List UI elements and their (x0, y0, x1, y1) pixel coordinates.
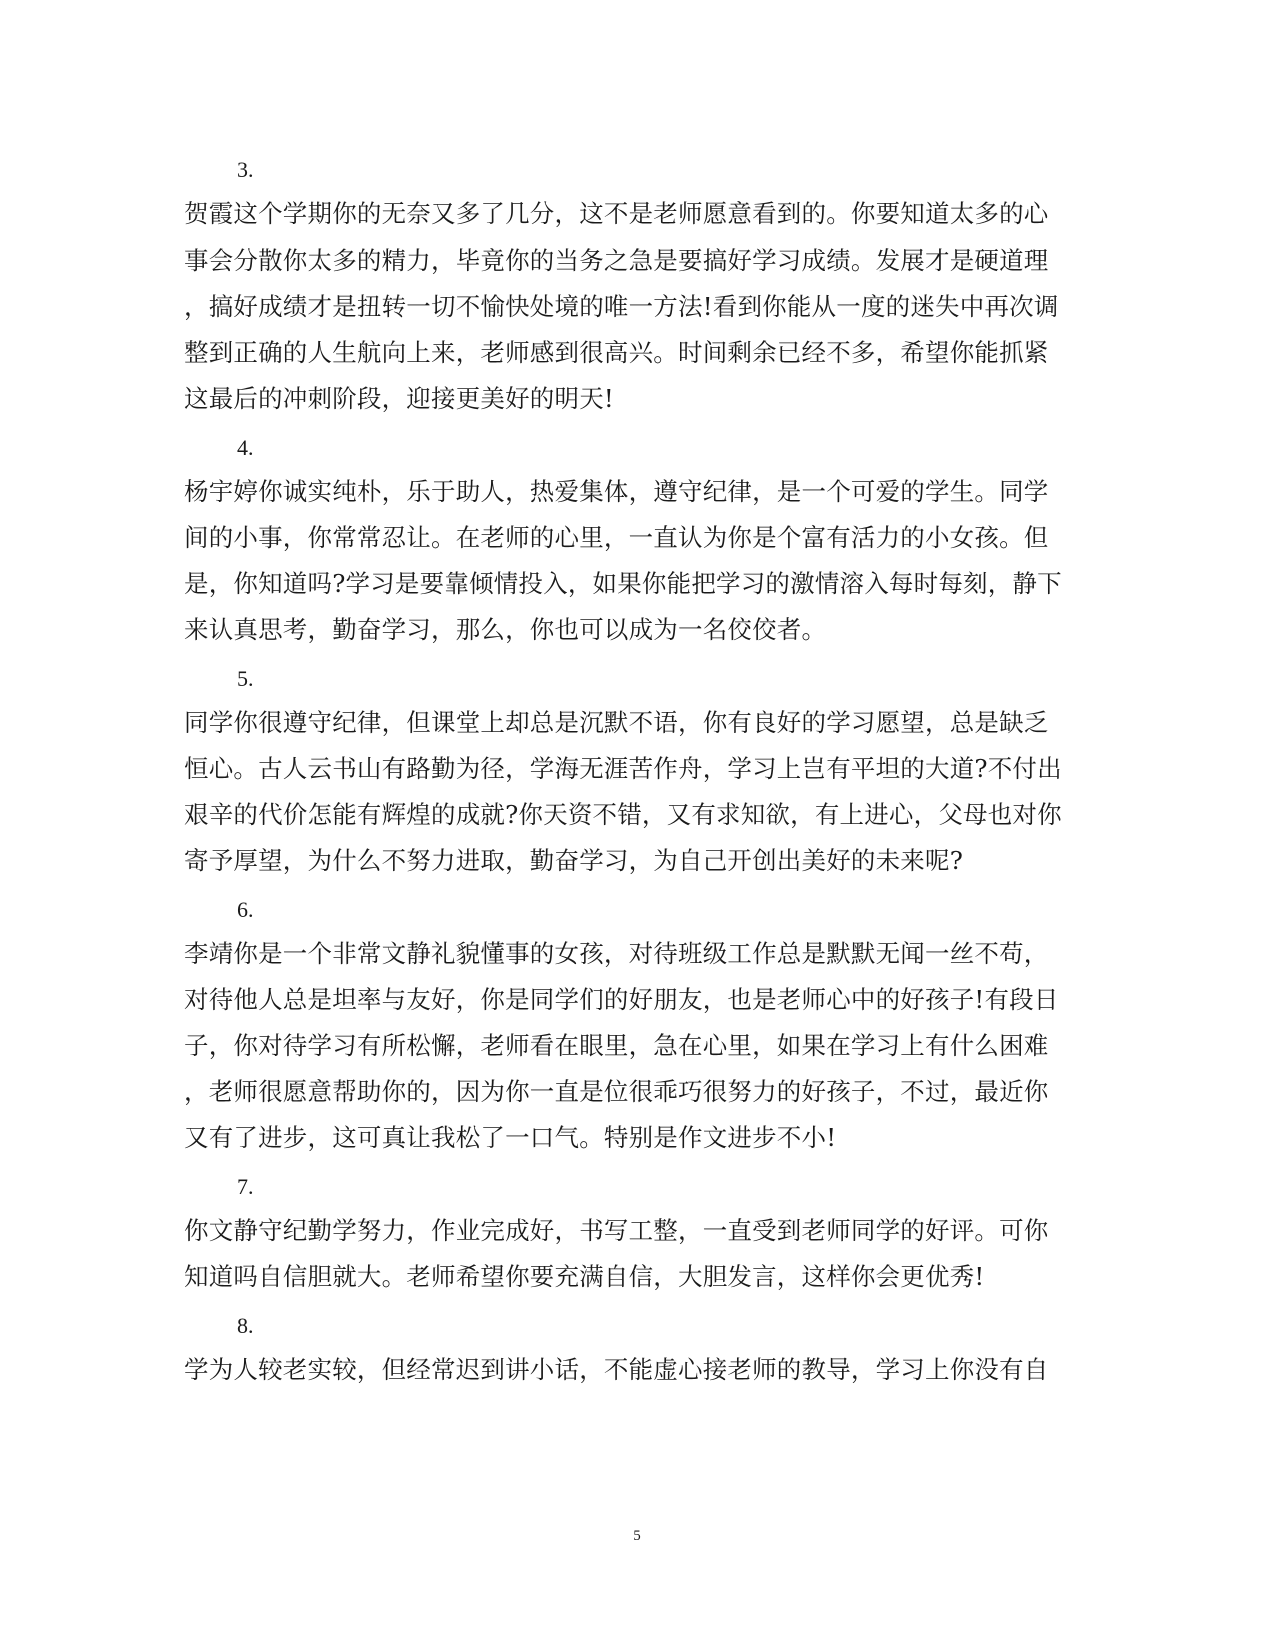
entry-number: 6. (237, 897, 254, 922)
entry-number: 4. (237, 435, 254, 460)
text-line: 艰辛的代价怎能有辉煌的成就?你天资不错，又有求知欲，有上进心，父母也对你 (184, 800, 1062, 829)
text-line: ，老师很愿意帮助你的，因为你一直是位很乖巧很努力的好孩子，不过，最近你 (184, 1077, 1049, 1106)
entry-number: 3. (237, 157, 254, 182)
text-line: 寄予厚望，为什么不努力进取，勤奋学习，为自己开创出美好的未来呢? (184, 846, 964, 875)
text-line: 学为人较老实较，但经常迟到讲小话，不能虚心接老师的教导，学习上你没有自 (184, 1355, 1049, 1384)
text-line: 同学你很遵守纪律，但课堂上却总是沉默不语，你有良好的学习愿望，总是缺乏 (184, 708, 1049, 737)
text-line: 杨宇婷你诚实纯朴，乐于助人，热爱集体，遵守纪律，是一个可爱的学生。同学 (184, 477, 1049, 506)
text-line: ，搞好成绩才是扭转一切不愉快处境的唯一方法!看到你能从一度的迷失中再次调 (184, 292, 1059, 321)
text-line: 恒心。古人云书山有路勤为径，学海无涯苦作舟，学习上岂有平坦的大道?不付出 (184, 754, 1062, 783)
text-line: 对待他人总是坦率与友好，你是同学们的好朋友，也是老师心中的好孩子!有段日 (184, 985, 1059, 1014)
text-line: 事会分散你太多的精力，毕竟你的当务之急是要搞好学习成绩。发展才是硬道理 (184, 246, 1049, 275)
text-line: 李靖你是一个非常文静礼貌懂事的女孩，对待班级工作总是默默无闻一丝不苟， (184, 939, 1049, 968)
text-line: 整到正确的人生航向上来，老师感到很高兴。时间剩余已经不多，希望你能抓紧 (184, 338, 1049, 367)
text-line: 又有了进步，这可真让我松了一口气。特别是作文进步不小! (184, 1123, 837, 1152)
text-line: 是，你知道吗?学习是要靠倾情投入，如果你能把学习的激情溶入每时每刻，静下 (184, 569, 1062, 598)
text-line: 你文静守纪勤学努力，作业完成好，书写工整，一直受到老师同学的好评。可你 (184, 1216, 1049, 1245)
text-line: 贺霞这个学期你的无奈又多了几分，这不是老师愿意看到的。你要知道太多的心 (184, 199, 1049, 228)
entry-number: 7. (237, 1174, 254, 1199)
text-line: 知道吗自信胆就大。老师希望你要充满自信，大胆发言，这样你会更优秀! (184, 1262, 985, 1291)
entry-number: 5. (237, 666, 254, 691)
text-line: 来认真思考，勤奋学习，那么，你也可以成为一名佼佼者。 (184, 615, 827, 644)
text-line: 这最后的冲刺阶段，迎接更美好的明天! (184, 384, 614, 413)
text-line: 间的小事，你常常忍让。在老师的心里，一直认为你是个富有活力的小女孩。但 (184, 523, 1049, 552)
page-number: 5 (633, 1528, 641, 1544)
entry-number: 8. (237, 1313, 254, 1338)
text-line: 子，你对待学习有所松懈，老师看在眼里，急在心里，如果在学习上有什么困难 (184, 1031, 1049, 1060)
